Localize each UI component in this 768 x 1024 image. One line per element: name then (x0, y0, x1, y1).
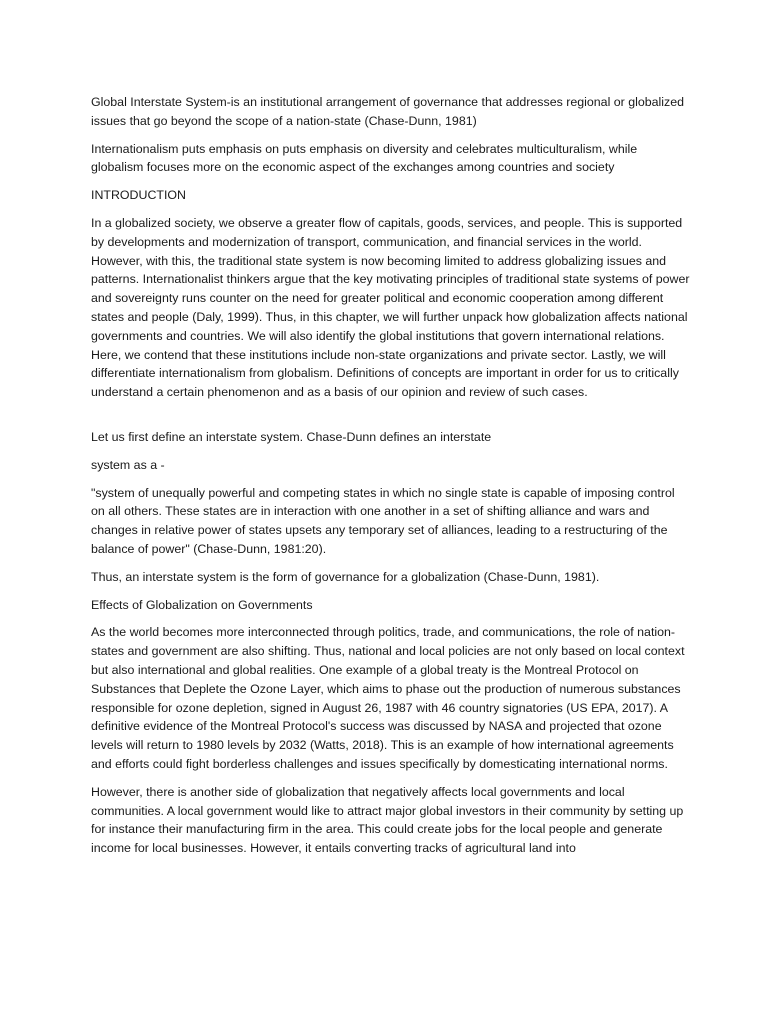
chase-dunn-quote: "system of unequally powerful and competing states in which no single state is capable of imposing control on all others. These states are in interaction with one another in a set of shifting alliance and wars and changes in relative power of states upsets any temporary set of alliances, leading to a restructuring of the balance of power" (Chase-Dunn, 1981:20). (91, 485, 675, 556)
definition-global-interstate-system: Global Interstate System-is an institutional arrangement of governance that addresses regional or globalized issues that go beyond the scope of a nation-state (Chase-Dunn, 1981) (91, 95, 685, 128)
interstate-summary: Thus, an interstate system is the form of governance for a globalization (Chase-Dunn, 1981). (91, 569, 600, 584)
interstate-definition-continuation: system as a - (91, 457, 165, 472)
heading-introduction: INTRODUCTION (91, 188, 186, 203)
montreal-protocol-paragraph: As the world becomes more interconnected through politics, trade, and communications, the role of nation-states and government are also shifting. Thus, national and local policies are not only based on local context but also international and global realities. One example of a global treaty is the Montreal Protocol on Substances that Deplete the Ozone Layer, which aims to phase out the production of numerous substances responsible for ozone depletion, signed in August 26, 1987 with 46 country signatories (US EPA, 2017). A definitive evidence of the Montreal Protocol's success was discussed by NASA and projected that ozone levels will return to 1980 levels by 2032 (Watts, 2018). This is an example of how international agreements and efforts could fight borderless challenges and issues specifically by domesticating international norms. (91, 625, 685, 771)
document-page (91, 93, 691, 867)
negative-effects-paragraph: However, there is another side of globalization that negatively affects local governments and local communities. A local government would like to attract major global investors in their community by setting up for instance their manufacturing firm in the area. This could create jobs for the local people and generate income for local businesses. However, it entails converting tracks of agricultural land into (91, 784, 684, 856)
heading-effects-of-globalization: Effects of Globalization on Governments (91, 597, 313, 612)
interstate-definition-intro: Let us first define an interstate system. Chase-Dunn defines an interstate (91, 429, 492, 444)
definition-internationalism: Internationalism puts emphasis on puts emphasis on diversity and celebrates multiculturalism, while globalism focuses more on the economic aspect of the exchanges among countries and society (91, 141, 638, 175)
introduction-paragraph: In a globalized society, we observe a greater flow of capitals, goods, services, and people. This is supported by developments and modernization of transport, communication, and financial services in the world. However, with this, the traditional state system is now becoming limited to address globalizing issues and patterns. Internationalist thinkers argue that the key motivating principles of traditional state systems of power and sovereignty runs counter on the need for greater political and economic cooperation among different states and people (Daly, 1999). Thus, in this chapter, we will further unpack how globalization affects national governments and countries. We will also identify the global institutions that govern international relations. Here, we contend that these institutions include non-state organizations and private sector. Lastly, we will differentiate internationalism from globalism. Definitions of concepts are important in order for us to critically understand a certain phenomenon and as a basis of our opinion and review of such cases. (91, 215, 690, 400)
